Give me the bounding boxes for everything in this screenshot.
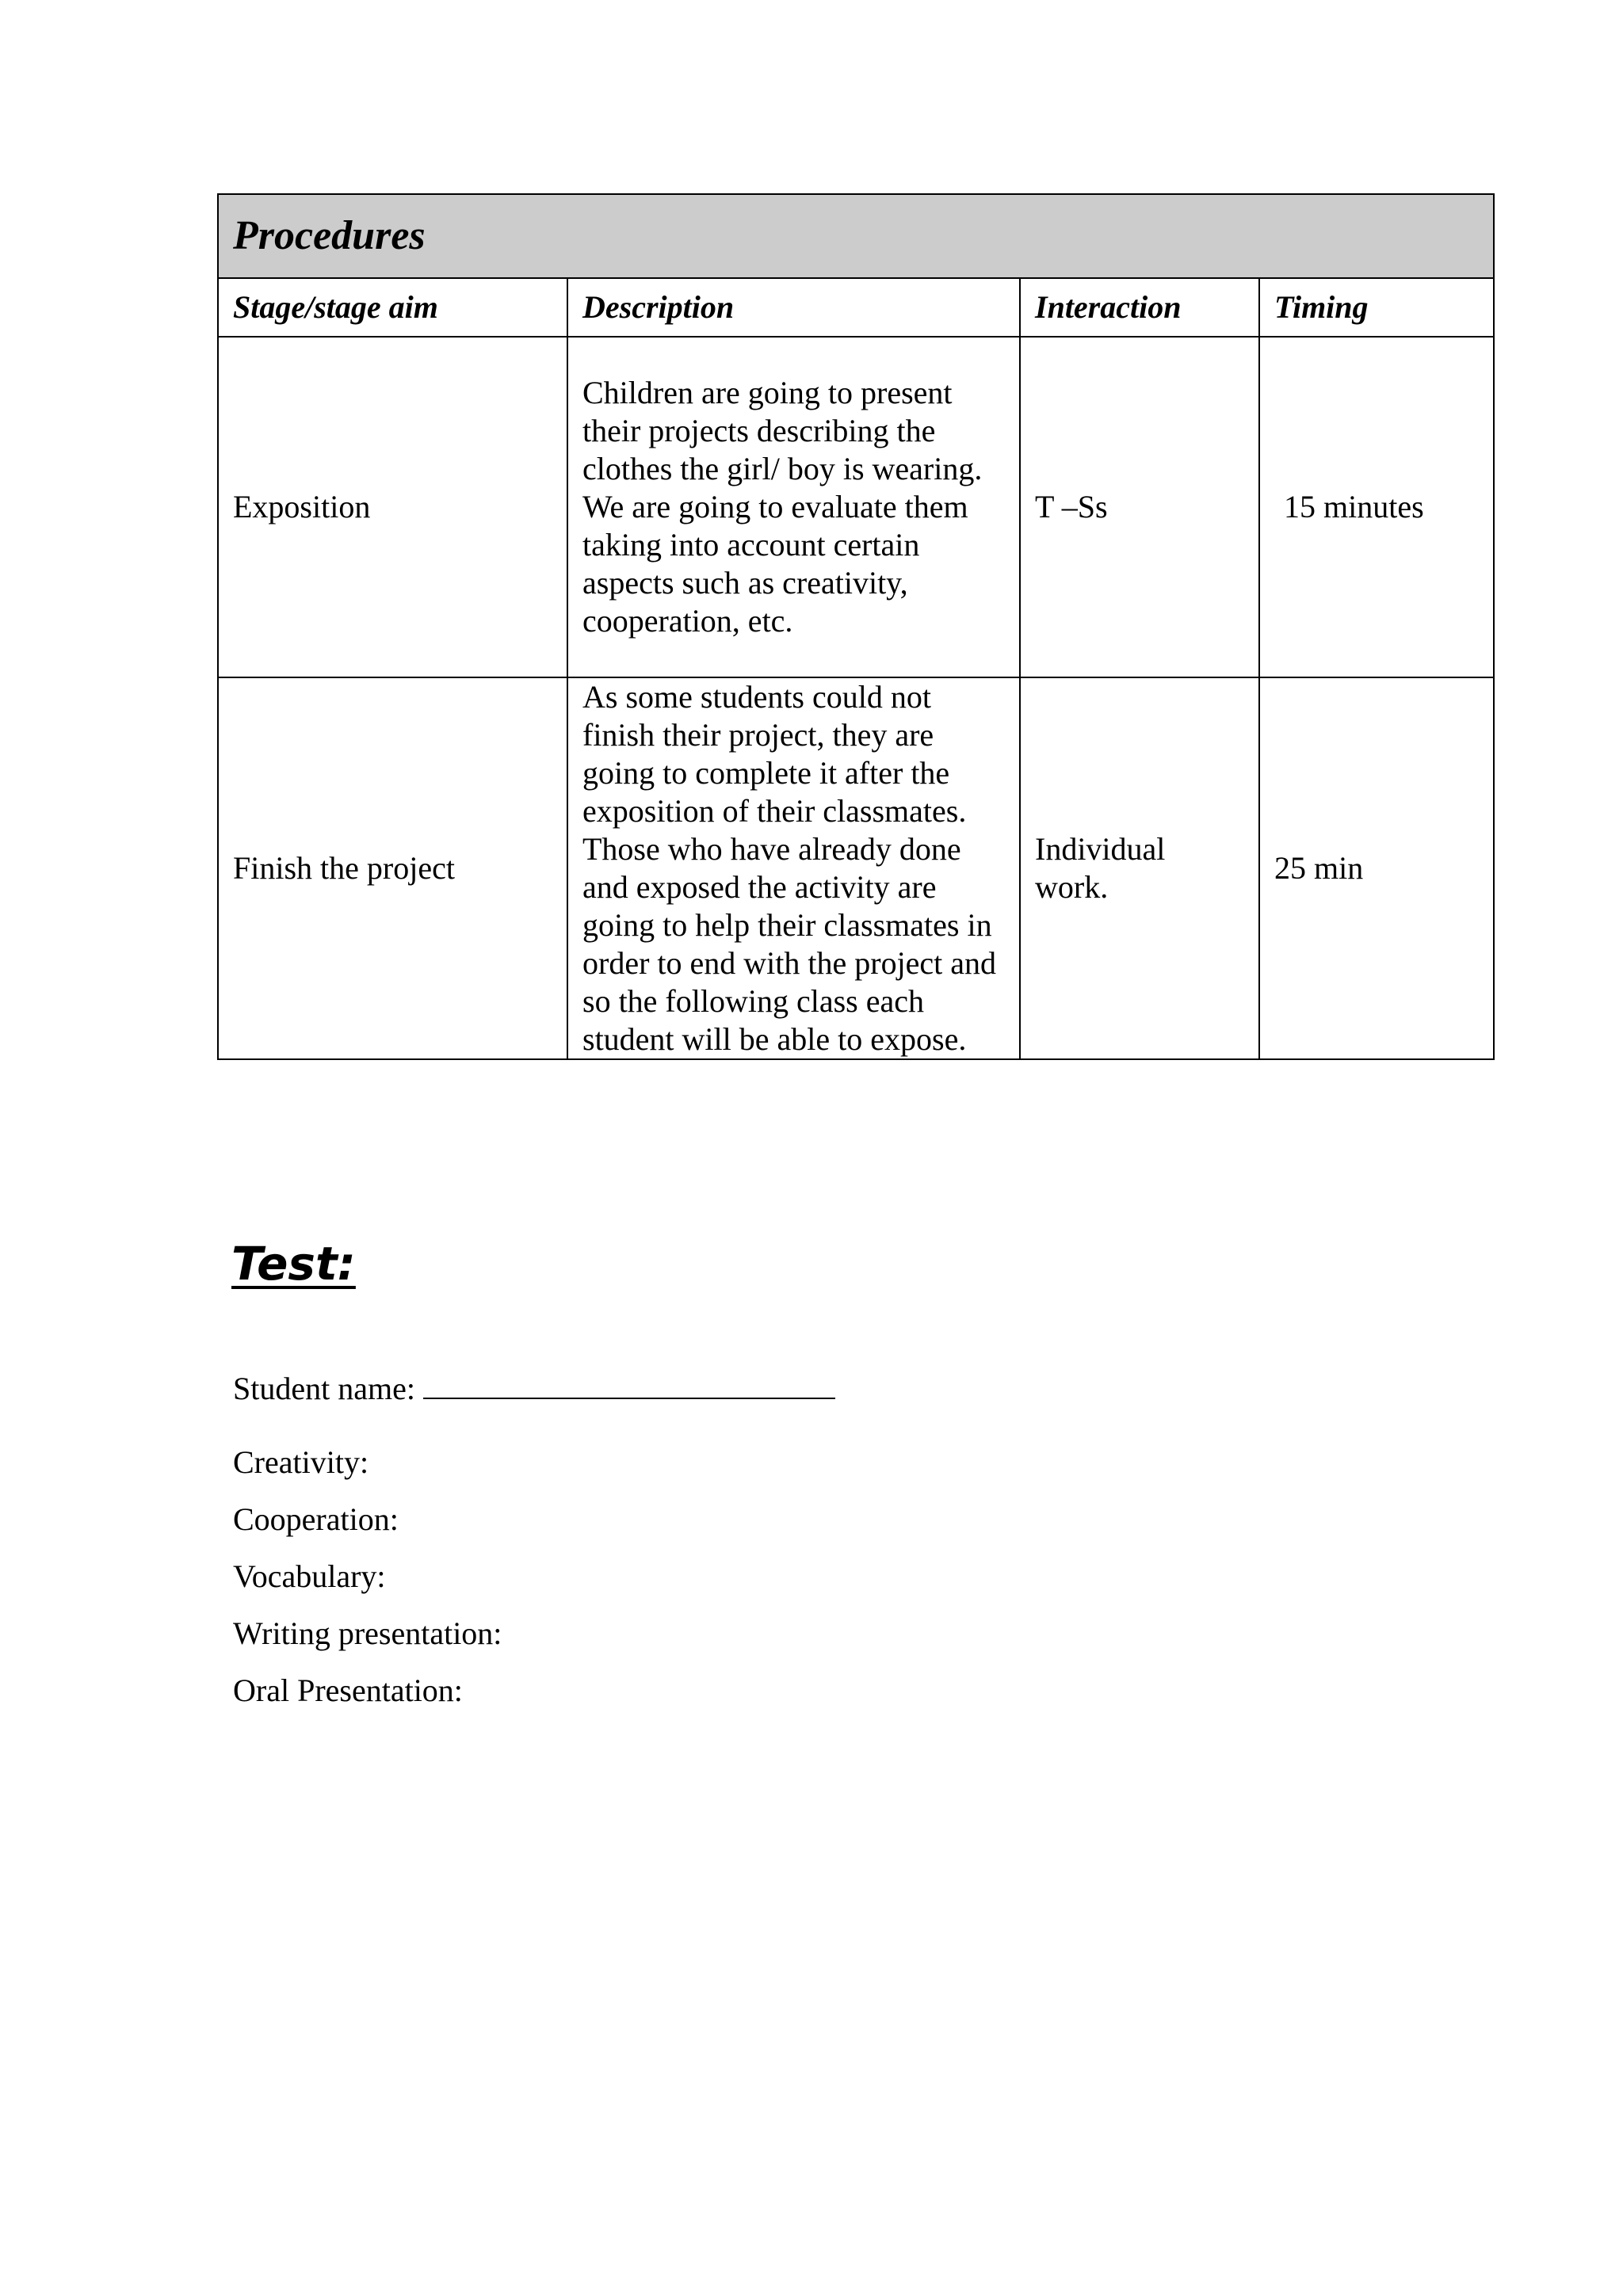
cell-timing: 25 min	[1259, 677, 1494, 1059]
cell-interaction: Individual work.	[1020, 677, 1259, 1059]
header-timing: Timing	[1259, 278, 1494, 337]
criteria-item-cooperation: Cooperation:	[233, 1501, 399, 1537]
criteria-item-vocabulary: Vocabulary:	[233, 1558, 386, 1594]
header-stage: Stage/stage aim	[218, 278, 567, 337]
criteria-item-oral-presentation: Oral Presentation:	[233, 1672, 463, 1708]
cell-description: Children are going to present their projects describing the clothes the girl/ boy is wearing. We are going to evaluate them taking into account certain aspects such as creativity, cooperation, etc.	[567, 337, 1020, 677]
procedures-title-row	[218, 194, 1494, 278]
cell-stage: Finish the project	[218, 677, 567, 1059]
procedures-title: Procedures	[218, 194, 1494, 278]
header-interaction: Interaction	[1020, 278, 1259, 337]
table-row	[218, 337, 1494, 677]
cell-description: As some students could not finish their project, they are going to complete it after the exposition of their classmates. Those who have already done and exposed the activity are going to help their classmates in order to end with the project and so the following class each student will be able to expose.	[567, 677, 1020, 1059]
cell-timing: 15 minutes	[1259, 337, 1494, 677]
cell-stage: Exposition	[218, 337, 567, 677]
table-row	[218, 677, 1494, 1059]
cell-interaction: T –Ss	[1020, 337, 1259, 677]
header-description: Description	[567, 278, 1020, 337]
criteria-item-writing-presentation: Writing presentation:	[233, 1615, 502, 1651]
criteria-item-creativity: Creativity:	[233, 1444, 369, 1480]
criteria-list	[233, 1444, 502, 1729]
procedures-table	[217, 193, 1495, 1060]
student-name-label: Student name:	[233, 1371, 415, 1406]
test-heading: Test:	[231, 1237, 356, 1291]
table-header-row	[218, 278, 1494, 337]
student-name-line	[233, 1369, 835, 1408]
student-name-blank	[423, 1369, 835, 1399]
